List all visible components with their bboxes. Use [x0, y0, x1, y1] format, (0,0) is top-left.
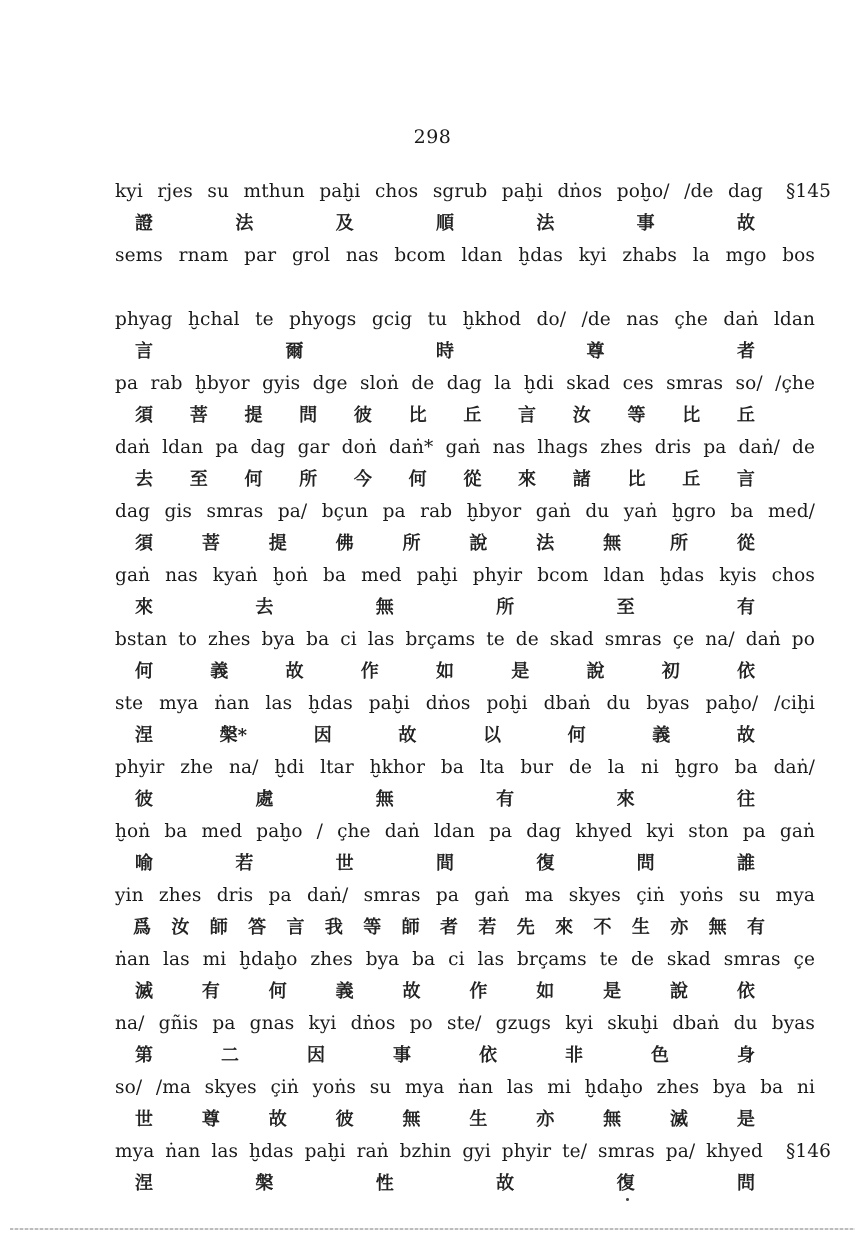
tibetan-line-text: dag gis smras pa/ bçun pa rab ḫbyor gaṅ du yaṅ ḫgro ba med/	[115, 501, 815, 522]
tibetan-line	[115, 368, 815, 400]
chinese-character: 何	[244, 469, 263, 490]
tibetan-line	[115, 432, 815, 464]
chinese-character: 槃	[255, 1173, 274, 1194]
chinese-line	[115, 336, 815, 368]
tibetan-line	[115, 880, 815, 912]
tibetan-line	[115, 688, 815, 720]
chinese-character: 菩	[189, 405, 208, 426]
chinese-character: 比	[408, 405, 427, 426]
chinese-character: 來	[616, 789, 635, 810]
chinese-character: 汝	[572, 405, 591, 426]
chinese-character: 如	[536, 981, 555, 1002]
tibetan-line	[115, 944, 815, 976]
chinese-character: 是	[736, 1109, 755, 1130]
chinese-character: 復	[616, 1173, 635, 1194]
chinese-character: 問	[736, 1173, 755, 1194]
tibetan-line-text: bstan to zhes bya ba ci las brçams te de skad smras çe na/ daṅ po	[115, 629, 815, 650]
chinese-line	[115, 912, 815, 944]
chinese-character: 故	[268, 1109, 287, 1130]
chinese-character: 先	[516, 917, 535, 938]
chinese-character: 何	[268, 981, 287, 1002]
chinese-character: 涅	[135, 725, 153, 746]
chinese-character: 我	[324, 917, 343, 938]
chinese-character: 義	[335, 981, 354, 1002]
chinese-line	[115, 976, 815, 1008]
chinese-character: 義	[210, 661, 229, 682]
chinese-character: 者	[440, 917, 458, 938]
chinese-character: 法	[536, 533, 555, 554]
chinese-character: 事	[393, 1045, 411, 1066]
tibetan-line-text: ṅan las mi ḫdaḫo zhes bya ba ci las brçams te de skad smras çe	[115, 949, 815, 970]
chinese-character: 爲	[133, 917, 151, 938]
chinese-character: 無	[402, 1109, 421, 1130]
chinese-character: 從	[736, 533, 755, 554]
chinese-line	[115, 1040, 815, 1072]
chinese-line	[115, 1104, 815, 1136]
chinese-character: 若	[478, 917, 497, 938]
tibetan-line	[115, 304, 815, 336]
tibetan-line-text: mya ṅan las ḫdas paḫi raṅ bzhin gyi phyir te/ smras pa/ khyed	[115, 1141, 763, 1162]
chinese-character: 汝	[171, 917, 190, 938]
chinese-line	[115, 592, 815, 624]
chinese-character: 有	[736, 597, 755, 618]
tibetan-line	[115, 496, 815, 528]
tibetan-line	[115, 816, 815, 848]
tibetan-line	[115, 1136, 831, 1168]
chinese-character: 說	[469, 533, 488, 554]
chinese-character: 處	[255, 789, 274, 810]
chinese-character: 尊	[586, 341, 605, 362]
tibetan-line-text: daṅ ldan pa dag gar doṅ daṅ* gaṅ nas lhags zhes dris pa daṅ/ de	[115, 437, 815, 458]
chinese-character: 色	[651, 1045, 669, 1066]
print-speck	[626, 1198, 629, 1201]
chinese-character: 丘	[682, 469, 701, 490]
chinese-character: 故	[736, 213, 755, 234]
tibetan-line-text: sems rnam par grol nas bcom ldan ḫdas kyi zhabs la mgo bos	[115, 245, 815, 266]
chinese-character: 師	[401, 917, 420, 938]
chinese-line	[115, 784, 815, 816]
chinese-character: 是	[511, 661, 530, 682]
chinese-character: 法	[235, 213, 254, 234]
chinese-character: 及	[335, 213, 354, 234]
chinese-character: 須	[135, 533, 153, 554]
chinese-character: 二	[221, 1045, 239, 1066]
chinese-character: 言	[286, 917, 305, 938]
chinese-character: 依	[479, 1045, 497, 1066]
chinese-character: 者	[737, 341, 755, 362]
chinese-character: 證	[135, 213, 153, 234]
chinese-character: 依	[736, 981, 755, 1002]
chinese-character: 有	[201, 981, 220, 1002]
chinese-line	[115, 528, 815, 560]
text-block	[115, 176, 831, 1200]
tibetan-line-text: pa rab ḫbyor gyis dge sloṅ de dag la ḫdi skad ces smras so/ /çhe	[115, 373, 815, 394]
chinese-character: 無	[603, 533, 622, 554]
chinese-character: 答	[248, 917, 267, 938]
chinese-character: 故	[398, 725, 417, 746]
tibetan-line-text: gaṅ nas kyaṅ ḫoṅ ba med paḫi phyir bcom ldan ḫdas kyis chos	[115, 565, 815, 586]
chinese-character: 槃*	[219, 725, 248, 746]
chinese-character: 須	[135, 405, 153, 426]
chinese-character: 丘	[463, 405, 482, 426]
chinese-character: 滅	[670, 1109, 688, 1130]
tibetan-line-text: phyag ḫchal te phyogs gcig tu ḫkhod do/ /de nas çhe daṅ ldan	[115, 309, 815, 330]
chinese-character: 因	[307, 1045, 325, 1066]
tibetan-line-text: kyi rjes su mthun paḫi chos sgrub paḫi dṅos poḫo/ /de dag	[115, 181, 763, 202]
chinese-line	[115, 208, 815, 240]
chinese-character: 故	[736, 725, 755, 746]
chinese-character: 因	[313, 725, 332, 746]
chinese-character: 故	[402, 981, 421, 1002]
chinese-character: 無	[375, 597, 394, 618]
chinese-character: 如	[436, 661, 454, 682]
scan-edge-rule	[10, 1228, 855, 1230]
chinese-character: 故	[285, 661, 304, 682]
chinese-character: 彼	[335, 1109, 354, 1130]
chinese-character: 是	[603, 981, 622, 1002]
chinese-character: 身	[737, 1045, 755, 1066]
chinese-character: 故	[496, 1173, 515, 1194]
chinese-character: 所	[299, 469, 318, 490]
chinese-character: 等	[627, 405, 646, 426]
chinese-character: 彼	[135, 789, 153, 810]
chinese-character: 滅	[135, 981, 153, 1002]
chinese-character: 師	[209, 917, 228, 938]
chinese-character: 菩	[201, 533, 220, 554]
chinese-character: 比	[627, 469, 646, 490]
chinese-character: 往	[736, 789, 755, 810]
chinese-character: 言	[518, 405, 537, 426]
chinese-character: 非	[565, 1045, 583, 1066]
chinese-character: 今	[353, 469, 372, 490]
chinese-character: 作	[469, 981, 488, 1002]
tibetan-line	[115, 560, 815, 592]
chinese-character: 至	[189, 469, 208, 490]
chinese-character: 誰	[736, 853, 755, 874]
chinese-character: 何	[408, 469, 427, 490]
chinese-character: 提	[244, 405, 263, 426]
chinese-character: 從	[463, 469, 482, 490]
tibetan-line	[115, 176, 831, 208]
section-mark: §145	[786, 181, 831, 202]
chinese-character: 喻	[135, 853, 153, 874]
chinese-character: 尊	[201, 1109, 220, 1130]
chinese-character: 亦	[670, 917, 689, 938]
chinese-character: 爾	[285, 341, 304, 362]
chinese-character: 去	[255, 597, 274, 618]
chinese-character: 何	[567, 725, 586, 746]
tibetan-line-text: yin zhes dris pa daṅ/ smras pa gaṅ ma skyes çiṅ yoṅs su mya	[115, 885, 815, 906]
chinese-character: 來	[555, 917, 574, 938]
chinese-character: 第	[135, 1045, 153, 1066]
chinese-character: 若	[235, 853, 254, 874]
tibetan-line	[115, 1072, 815, 1104]
chinese-character: 性	[375, 1173, 394, 1194]
chinese-character: 言	[135, 341, 153, 362]
chinese-character: 作	[360, 661, 379, 682]
chinese-character: 所	[670, 533, 688, 554]
tibetan-line-text: so/ /ma skyes çiṅ yoṅs su mya ṅan las mi ḫdaḫo zhes bya ba ni	[115, 1077, 815, 1098]
tibetan-line	[115, 624, 815, 656]
chinese-character: 去	[135, 469, 153, 490]
chinese-character: 不	[593, 917, 612, 938]
chinese-line	[115, 848, 815, 880]
chinese-character: 順	[435, 213, 454, 234]
tibetan-line-text: ḫoṅ ba med paḫo / çhe daṅ ldan pa dag khyed kyi ston pa gaṅ	[115, 821, 815, 842]
chinese-character: 來	[518, 469, 537, 490]
chinese-character: 有	[747, 917, 765, 938]
chinese-character: 比	[682, 405, 701, 426]
chinese-character: 問	[636, 853, 655, 874]
chinese-character: 無	[708, 917, 727, 938]
chinese-character: 依	[737, 661, 755, 682]
tibetan-line	[115, 240, 815, 272]
chinese-character: 來	[135, 597, 153, 618]
chinese-line	[115, 464, 815, 496]
chinese-character: 說	[586, 661, 605, 682]
tibetan-line-text: ste mya ṅan las ḫdas paḫi dṅos poḫi dbaṅ du byas paḫo/ /ciḫi	[115, 693, 815, 714]
chinese-character: 何	[135, 661, 153, 682]
tibetan-line	[115, 752, 815, 784]
chinese-character: 世	[335, 853, 354, 874]
chinese-character: 至	[616, 597, 635, 618]
chinese-character: 世	[135, 1109, 153, 1130]
chinese-character: 涅	[135, 1173, 153, 1194]
page-number: 298	[413, 126, 452, 148]
chinese-character: 問	[299, 405, 318, 426]
chinese-character: 義	[652, 725, 671, 746]
chinese-character: 言	[736, 469, 755, 490]
line-gap	[115, 272, 815, 304]
tibetan-line-text: phyir zhe na/ ḫdi ltar ḫkhor ba lta bur de la ni ḫgro ba daṅ/	[115, 757, 815, 778]
chinese-character: 諸	[572, 469, 591, 490]
chinese-character: 丘	[736, 405, 755, 426]
tibetan-line-text: na/ gñis pa gnas kyi dṅos po ste/ gzugs kyi skuḫi dbaṅ du byas	[115, 1013, 815, 1034]
chinese-character: 無	[603, 1109, 622, 1130]
chinese-character: 說	[670, 981, 688, 1002]
chinese-character: 亦	[536, 1109, 555, 1130]
chinese-character: 有	[496, 789, 515, 810]
chinese-character: 間	[435, 853, 454, 874]
chinese-character: 生	[631, 917, 650, 938]
chinese-line	[115, 720, 815, 752]
chinese-character: 無	[375, 789, 394, 810]
chinese-character: 時	[436, 341, 454, 362]
chinese-character: 佛	[335, 533, 354, 554]
chinese-character: 彼	[353, 405, 372, 426]
chinese-character: 等	[363, 917, 382, 938]
chinese-character: 以	[482, 725, 501, 746]
chinese-character: 事	[636, 213, 655, 234]
chinese-character: 提	[268, 533, 287, 554]
tibetan-line	[115, 1008, 815, 1040]
chinese-line	[115, 400, 815, 432]
chinese-character: 生	[469, 1109, 488, 1130]
chinese-line	[115, 1168, 815, 1200]
chinese-character: 所	[402, 533, 421, 554]
chinese-character: 復	[536, 853, 555, 874]
section-mark: §146	[786, 1141, 831, 1162]
chinese-character: 法	[536, 213, 555, 234]
chinese-character: 初	[661, 661, 680, 682]
chinese-character: 所	[496, 597, 515, 618]
chinese-line	[115, 656, 815, 688]
